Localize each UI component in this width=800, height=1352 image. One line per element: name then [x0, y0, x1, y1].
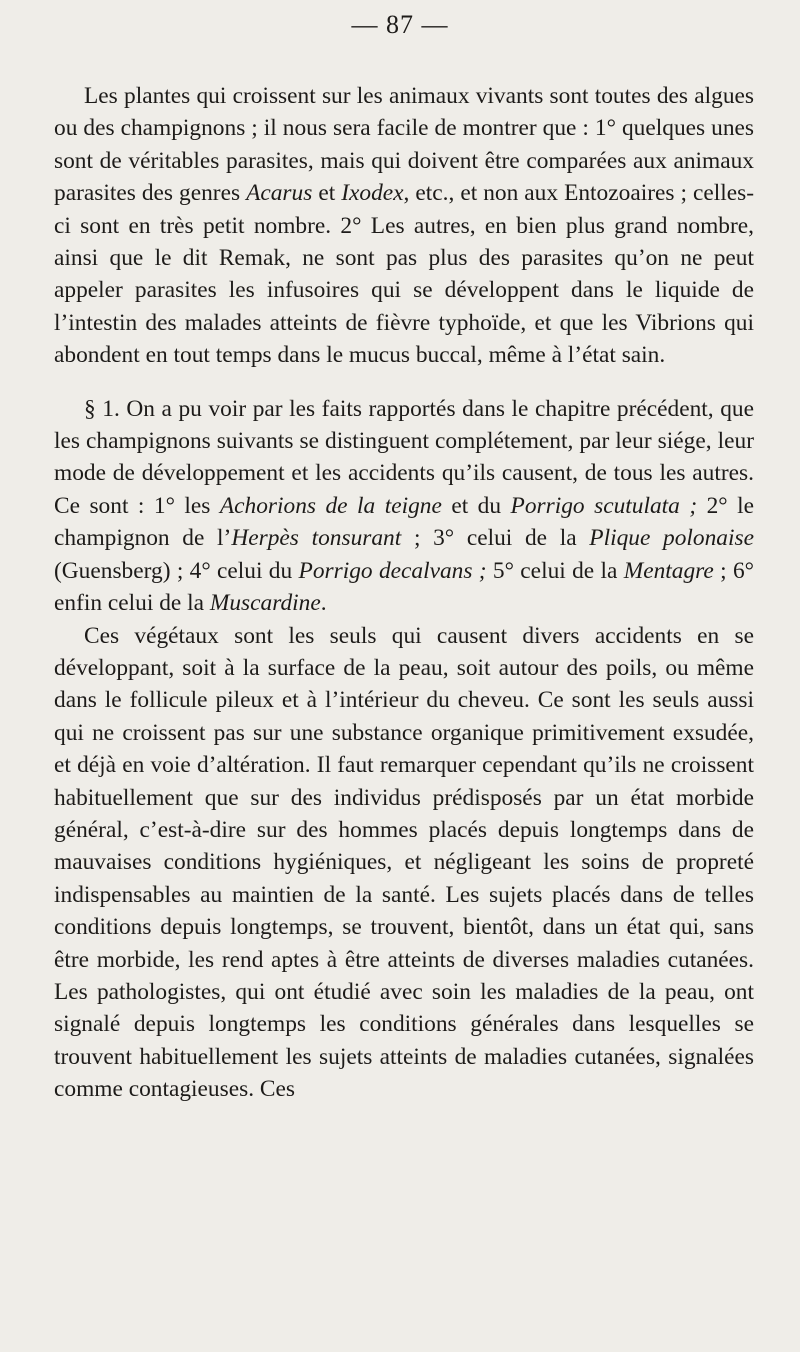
italic-term: Herpès tonsurant — [231, 525, 402, 552]
italic-term: Plique polonaise — [589, 525, 754, 552]
paragraph-3: Ces végétaux sont les seuls qui causent divers accidents en se développant, soit à la surface de la peau, soit autour des poils, ou même dans le follicule pileux et à l’intérieur du cheveu. Ce sont les seuls aussi qui ne croissent pas sur une substance organique primitivement exsudée, et déjà en voie d’altération. Il faut remarquer cependant qu’ils ne croissent habituellement que sur des individus prédisposés par un état morbide général, c’est-à-dire sur des hommes placés depuis longtemps dans de mauvaises conditions hygiéniques, et négligeant les soins de propreté indispensables au maintien de la santé. Les sujets placés dans de telles conditions depuis longtemps, se trouvent, bientôt, dans un état qui, sans être morbide, les rend aptes à être atteints de diverses maladies cutanées. Les pathologistes, qui ont étudié avec soin les maladies de la peau, ont signalé depuis longtemps les conditions générales dans lesquelles se trouvent habituellement les sujets atteints de maladies cutanées, signalées comme contagieuses. Ces — [54, 622, 754, 1103]
text-run: . — [320, 590, 327, 617]
paragraph-2 — [54, 393, 754, 620]
italic-term: Achorions de la teigne — [219, 492, 442, 519]
italic-term: Muscardine — [209, 590, 321, 617]
text-run: ; 3° celui de la — [401, 525, 590, 552]
text-run: , etc., et non aux Entozoaires ; celles-ci sont en très petit nombre. 2° Les autres, en bien plus grand nombre, ainsi que le dit Remak, ne sont pas plus des parasites qu’on ne peut appeler parasites les infusoires qui se développent dans le liquide de l’intestin des malades atteints de fièvre typhoïde, et que les Vibrions qui abondent en tout temps dans le mucus buccal, même à l’état sain. — [54, 180, 755, 369]
body-text — [54, 80, 754, 1106]
italic-term: Porrigo scutulata ; — [510, 492, 698, 519]
text-run: 2° le champignon de l’ — [54, 492, 754, 552]
paragraph-1 — [54, 80, 754, 372]
italic-term: Acarus — [246, 180, 313, 207]
text-run: Les plantes qui croissent sur les animaux vivants sont toutes des algues ou des champignons ; il nous sera facile de montrer que : 1° quelques unes sont de véritables parasites, mais qui doivent être comparées aux animaux parasites des genres — [54, 83, 754, 207]
text-run: et — [312, 180, 342, 207]
page-number: — 87 — — [351, 10, 449, 39]
text-run: 5° celui de la — [486, 557, 624, 584]
italic-term: Mentagre — [623, 557, 714, 584]
text-run: § 1. On a pu voir par les faits rapportés dans le chapitre précédent, que les champignons suivants se distinguent complétement, par leur siége, leur mode de développement et les accidents qu’ils causent, de tous les autres. Ce sont : 1° les — [54, 395, 754, 519]
italic-term: Ixodex — [341, 180, 404, 207]
text-run: et du — [441, 492, 511, 519]
text-run: (Guensberg) ; 4° celui du — [54, 557, 299, 584]
italic-term: Porrigo decalvans ; — [298, 557, 487, 584]
text-run: ; 6° enfin celui de la — [54, 557, 755, 617]
